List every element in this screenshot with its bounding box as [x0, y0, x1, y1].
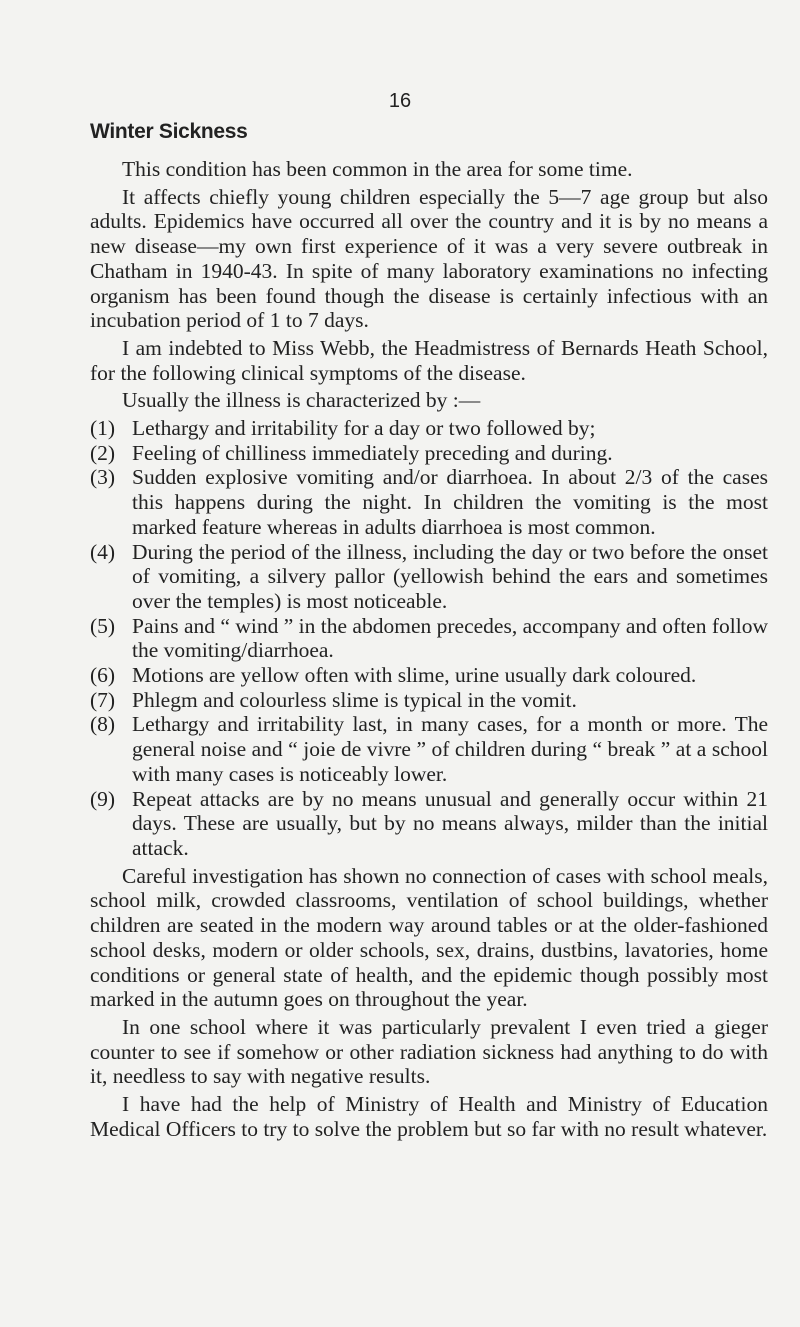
paragraph: It affects chiefly young children especially the 5—7 age group but also adults. Epidemics have occurred all over the country and it is by no means a new disease—my own first experience of it was a very severe outbreak in Chatham in 1940-43. In spite of many laboratory examinations no infecting organism has been found though the disease is certainly infectious with an incubation period of 1 to 7 days.: [90, 184, 768, 333]
list-item-number: (8): [90, 712, 116, 737]
list-item-number: (4): [90, 539, 116, 564]
list-item: [90, 540, 768, 614]
list-item-text: Pains and “ wind ” in the abdomen precedes, accompany and often follow the vomiting/diarrhoea.: [132, 613, 768, 663]
list-item: [90, 663, 768, 688]
list-item-text: Feeling of chilliness immediately preceding and during.: [132, 440, 613, 465]
list-item-text: Motions are yellow often with slime, urine usually dark coloured.: [132, 663, 697, 688]
list-item: [90, 712, 768, 786]
list-item-number: (5): [90, 613, 116, 638]
list-item-text: Lethargy and irritability for a day or two followed by;: [132, 416, 596, 441]
section-heading: Winter Sickness: [90, 120, 248, 143]
paragraph: Careful investigation has shown no connection of cases with school meals, school milk, crowded classrooms, ventilation of school buildings, whether children are seated in the modern way around tables or at the older-fashioned school desks, modern or older schools, sex, drains, dustbins, lavatories, home conditions or general state of health, and the epidemic though possibly most marked in the autumn goes on throughout the year.: [90, 863, 768, 1012]
list-item-number: (1): [90, 416, 116, 441]
list-item-number: (2): [90, 440, 116, 465]
paragraph: Usually the illness is characterized by :—: [122, 388, 481, 413]
paragraph: This condition has been common in the area for some time.: [122, 157, 633, 181]
list-item: [90, 416, 768, 441]
list-item: [90, 614, 768, 663]
symptom-list: [90, 416, 768, 861]
list-item-text: Lethargy and irritability last, in many cases, for a month or more. The general noise and “ joie de vivre ” of children during “ break ” at a school with many cases is noticeably lower.: [132, 712, 768, 786]
page-number: 16: [388, 90, 412, 112]
list-item-number: (6): [90, 663, 116, 688]
list-item-number: (9): [90, 786, 116, 811]
list-item-text: Phlegm and colourless slime is typical in the vomit.: [132, 687, 577, 712]
list-item: [90, 465, 768, 539]
list-item-text: Repeat attacks are by no means unusual and generally occur within 21 days. These are usually, but by no means always, milder than the initial attack.: [132, 786, 768, 860]
paragraph: I am indebted to Miss Webb, the Headmistress of Bernards Heath School, for the following clinical symptoms of the disease.: [90, 335, 768, 385]
list-item-number: (7): [90, 687, 116, 712]
section-body: [90, 157, 768, 1144]
list-item: [90, 688, 768, 713]
list-item: [90, 787, 768, 861]
list-item-text: During the period of the illness, including the day or two before the onset of vomiting, a silvery pallor (yellowish behind the ears and sometimes over the temples) is most noticeable.: [132, 539, 768, 613]
list-item: [90, 441, 768, 466]
paragraph: I have had the help of Ministry of Health and Ministry of Education Medical Officers to try to solve the problem but so far with no result whatever.: [90, 1092, 768, 1141]
list-item-text: Sudden explosive vomiting and/or diarrhoea. In about 2/3 of the cases this happens during the night. In children the vomiting is the most marked feature whereas in adults diarrhoea is most common.: [132, 465, 768, 539]
list-item-number: (3): [90, 465, 116, 490]
paragraph: In one school where it was particularly prevalent I even tried a gieger counter to see if somehow or other radiation sickness had anything to do with it, needless to say with negative results.: [90, 1014, 768, 1089]
